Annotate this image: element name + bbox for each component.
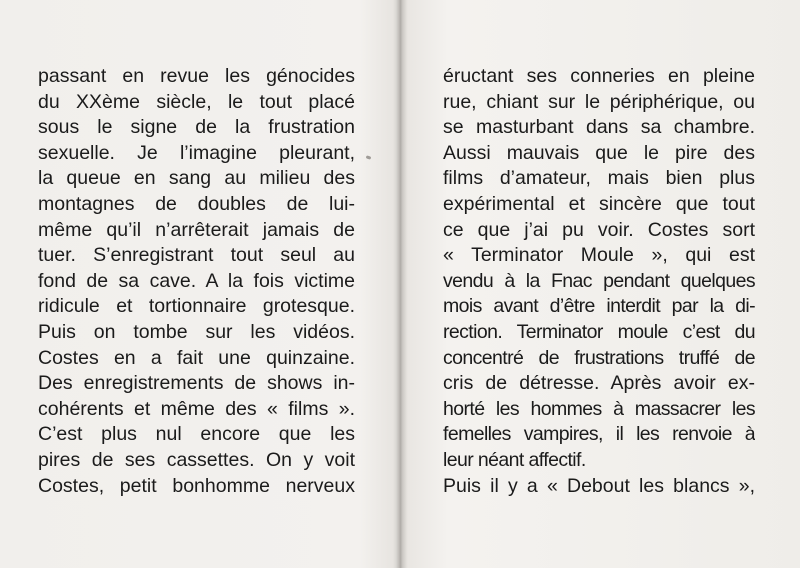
text-line: ce que j’ai pu voir. Costes sort: [443, 218, 755, 241]
text-line: Costes en a fait une quinzaine.: [38, 346, 355, 369]
left-page: [38, 64, 355, 499]
text-line: Puis il y a « Debout les blancs »,: [443, 474, 755, 497]
text-line: ridicule et tortionnaire grotesque.: [38, 295, 355, 318]
text-line: Des enregistrements de shows in-: [38, 372, 355, 395]
text-line: « Terminator Moule », qui est: [443, 244, 755, 267]
text-line: films d’amateur, mais bien plus: [443, 167, 755, 190]
text-line: tuer. S’enregistrant tout seul au: [38, 244, 355, 267]
text-line: horté les hommes à massacrer les: [443, 397, 755, 420]
text-line: femelles vampires, il les renvoie à: [443, 423, 755, 446]
text-line: sexuelle. Je l’imagine pleurant,: [38, 141, 355, 164]
text-line: rue, chiant sur le périphérique, ou: [443, 90, 755, 113]
text-line: fond de sa cave. A la fois victime: [38, 269, 355, 292]
text-line: même qu’il n’arrêterait jamais de: [38, 218, 355, 241]
text-line: se masturbant dans sa chambre.: [443, 116, 755, 139]
text-line: sous le signe de la frustration: [38, 116, 355, 139]
text-line: Aussi mauvais que le pire des: [443, 141, 755, 164]
text-line: du XXème siècle, le tout placé: [38, 90, 355, 113]
text-line: montagnes de doubles de lui-: [38, 192, 355, 215]
text-line: cohérents et même des « films ».: [38, 397, 355, 420]
text-line: mois avant d’être interdit par la di-: [443, 295, 755, 318]
right-page: [443, 64, 755, 499]
text-line: cris de détresse. Après avoir ex-: [443, 372, 755, 395]
text-line: Puis on tombe sur les vidéos.: [38, 320, 355, 343]
text-line: éructant ses conneries en pleine: [443, 65, 755, 87]
text-line: Costes, petit bonhomme nerveux: [38, 474, 355, 497]
book-gutter: [393, 0, 407, 568]
text-line: expérimental et sincère que tout: [443, 192, 755, 215]
text-line: leur néant affectif.: [443, 448, 586, 471]
text-line: rection. Terminator moule c’est du: [443, 320, 755, 343]
text-line: pires de ses cassettes. On y voit: [38, 448, 355, 471]
text-line: vendu à la Fnac pendant quelques: [443, 269, 755, 292]
text-line: concentré de frustrations truffé de: [443, 346, 755, 369]
paper-speck: [366, 155, 372, 160]
text-line: C’est plus nul encore que les: [38, 423, 355, 446]
text-line: la queue en sang au milieu des: [38, 167, 355, 190]
text-line: passant en revue les génocides: [38, 65, 355, 87]
